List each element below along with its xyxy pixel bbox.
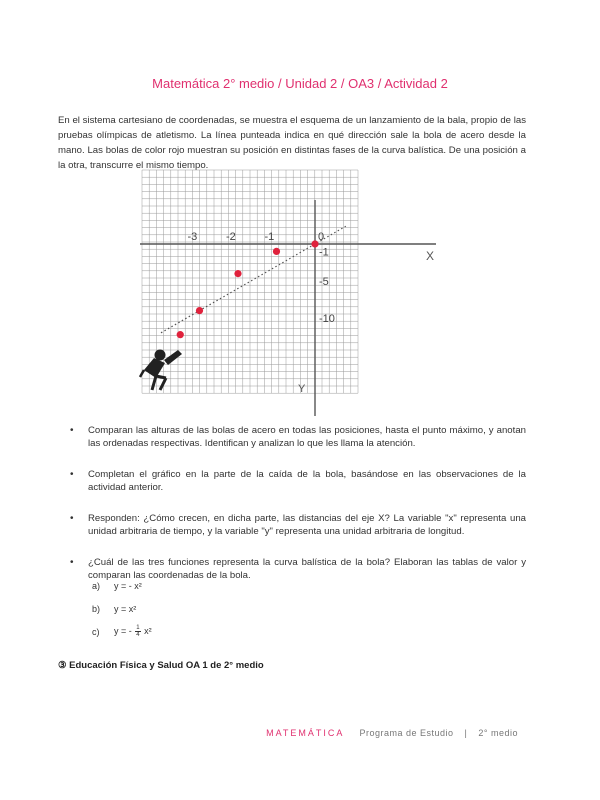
x-tick-label: -3 xyxy=(187,231,198,243)
y-tick-label: -1 xyxy=(319,246,329,259)
list-item: • Completan el gráfico en la parte de la caída de la bola, basándose en las observaciones de la actividad anterior. xyxy=(70,469,526,493)
y-tick-label: -5 xyxy=(319,276,329,288)
ball-positions xyxy=(177,240,319,338)
ball-point xyxy=(311,240,318,247)
cross-curricular-note: ③ Educación Física y Salud OA 1 de 2° medio xyxy=(58,660,264,671)
y-axis-label: Y xyxy=(298,383,306,395)
footer-program: Programa de Estudio xyxy=(359,728,454,738)
x-tick-label: -2 xyxy=(226,231,236,243)
function-options xyxy=(92,574,152,643)
x-axis-label: X xyxy=(426,249,435,263)
y-tick-labels xyxy=(319,246,335,325)
y-tick-label: -10 xyxy=(319,313,335,325)
page-footer: MATEMÁTICA Programa de Estudio | 2° medio xyxy=(266,728,518,738)
footer-grade: 2° medio xyxy=(478,728,518,738)
x-tick-label: -1 xyxy=(264,231,275,243)
shot-putter-icon xyxy=(140,350,182,391)
option-c: c) y = - $\frac{1}{4}$ x² xyxy=(92,625,152,638)
list-item: • Responden: ¿Cómo crecen, en dicha parte, las distancias del eje X? La variable "x" representa una unidad arbitraria de tiempo, y la variable "y" representa una unidad arbitraria de longitud. xyxy=(70,513,526,537)
x-tick-labels xyxy=(188,231,325,243)
option-b: b) y = x² xyxy=(92,603,137,614)
coordinate-graph xyxy=(138,162,438,417)
page-title: Matemática 2° medio / Unidad 2 / OA3 / Actividad 2 xyxy=(152,76,448,91)
intro-paragraph: En el sistema cartesiano de coordenadas, se muestra el esquema de un lanzamiento de la bala, propio de las pruebas olímpicas de atletismo. La línea punteada indica en qué dirección sale la bola de acero desde la mano. Las bolas de color rojo muestran su posición en distintas fases de la curva balística. De una posición a la otra, transcurre el mismo tiempo. xyxy=(58,114,526,171)
x-tick-label: 0 xyxy=(318,231,325,243)
option-a: a) y = - x² xyxy=(92,580,142,591)
ball-point xyxy=(273,248,280,255)
fraction: $\frac{1}{4}$ xyxy=(136,625,140,638)
footer-subject: MATEMÁTICA xyxy=(266,728,345,738)
ball-point xyxy=(234,270,241,277)
ball-point xyxy=(177,331,184,338)
list-item: • Comparan las alturas de las bolas de acero en todas las posiciones, hasta el punto máximo, y anotan las ordenadas respectivas. Identifican y analizan lo que les llama la atención. xyxy=(70,425,526,449)
list-item: • ¿Cuál de las tres funciones representa la curva balística de la bola? Elaboran las tablas de valor y comparan las coordenadas de la bola. xyxy=(70,557,526,581)
ball-point xyxy=(196,307,203,314)
